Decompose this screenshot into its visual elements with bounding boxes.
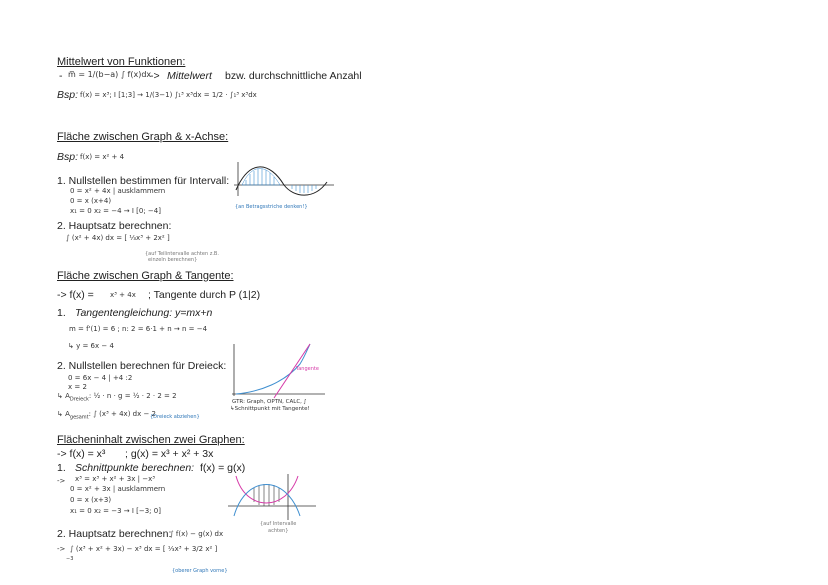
math-line: 0 = x (x+3) bbox=[70, 496, 112, 504]
math-line: x₁ = 0 x₂ = −3 → I [−3; 0] bbox=[70, 507, 161, 515]
step-1-heading: Tangentengleichung: y=mx+n bbox=[75, 307, 213, 319]
area-label: ↳ A bbox=[57, 392, 70, 400]
graph-area-x-axis bbox=[232, 160, 337, 198]
section-title-zwei-graphen: Flächeninhalt zwischen zwei Graphen: bbox=[57, 434, 245, 446]
math-line: m = f'(1) = 6 ; n: 2 = 6·1 + n → n = −4 bbox=[69, 325, 208, 333]
area-label: ↳ A bbox=[57, 410, 70, 418]
functions-line: ; g(x) = x³ + x² + 3x bbox=[125, 448, 214, 460]
section-title-mittelwert: Mittelwert von Funktionen: bbox=[57, 56, 186, 68]
section-title-flaeche-x-achse: Fläche zwischen Graph & x-Achse: bbox=[57, 131, 229, 143]
step-1-number: 1. bbox=[57, 462, 66, 474]
mean-formula: m̅ = 1/(b−a) ∫ f(x)dx bbox=[68, 70, 152, 79]
math-line: 0 = x (x+4) bbox=[70, 197, 112, 205]
function-line-end: ; Tangente durch P (1|2) bbox=[148, 289, 261, 301]
area-subscript: Dreieck bbox=[69, 396, 89, 403]
bullet: - bbox=[59, 70, 63, 82]
graph-note: {auf Intervalle bbox=[260, 521, 297, 527]
step-1-equation: f(x) = g(x) bbox=[200, 462, 246, 474]
triangle-note: {Dreieck abziehen} bbox=[150, 414, 200, 420]
mittelwert-term: Mittelwert bbox=[167, 70, 212, 82]
area-total bbox=[57, 410, 156, 421]
function-line-math: x³ + 4x bbox=[110, 291, 136, 299]
tangent-label: Tangente bbox=[296, 366, 319, 372]
note-line: {auf Teilintervalle achten z.B. bbox=[145, 251, 219, 257]
math-line: 0 = x² + 3x | ausklammern bbox=[70, 485, 166, 493]
step-1-heading: Schnittpunkte berechnen: bbox=[75, 462, 195, 474]
step-1-heading: 1. Nullstellen bestimmen für Intervall: bbox=[57, 175, 230, 187]
step-1-number: 1. bbox=[57, 307, 66, 319]
note-line: einzeln berechnen} bbox=[148, 257, 198, 263]
math-line: ∫ (x³ + x² + 3x) − x³ dx = [ ⅓x³ + 3/2 x² ] bbox=[70, 545, 218, 553]
gtr-note: GTR: Graph, OPTN, CALC, ∫ bbox=[232, 399, 307, 405]
definition-text: bzw. durchschnittliche Anzahl bbox=[225, 70, 362, 82]
arrow: -> bbox=[57, 477, 66, 485]
function-line-start: -> f(x) = bbox=[57, 289, 94, 301]
step-2-heading: 2. Hauptsatz berechnen: bbox=[57, 220, 172, 232]
functions-line: -> f(x) = x³ bbox=[57, 448, 106, 460]
gtr-note: ↳Schnittpunkt mit Tangente! bbox=[230, 406, 310, 412]
graph-note: achten} bbox=[268, 528, 289, 534]
math-line: x³ = x³ + x² + 3x | −x³ bbox=[75, 475, 156, 483]
area-calc: : ∫ (x³ + 4x) dx − 2 bbox=[88, 410, 156, 418]
example-function: f(x) = x² + 4 bbox=[80, 153, 125, 161]
math-line: x₁ = 0 x₂ = −4 → I [0; −4] bbox=[70, 207, 161, 215]
graph-g bbox=[234, 485, 300, 517]
graph-note: {an Betragsstriche denken!} bbox=[235, 204, 308, 210]
area-subscript: gesamt bbox=[69, 414, 89, 421]
graph-two-functions bbox=[226, 472, 318, 520]
step-2-heading: 2. Hauptsatz berechnen: bbox=[57, 528, 172, 540]
bsp-label: Bsp: bbox=[57, 151, 79, 163]
math-line: 0 = x² + 4x | ausklammern bbox=[70, 187, 166, 195]
bottom-note: {oberer Graph vorne} bbox=[172, 568, 228, 574]
step-2-math: ∫ f(x) − g(x) dx bbox=[170, 530, 224, 538]
arrow-text: -> bbox=[150, 70, 160, 82]
area-triangle bbox=[57, 392, 177, 403]
area-calc: : ½ · n · g = ½ · 2 · 2 = 2 bbox=[88, 392, 177, 400]
math-line: 0 = 6x − 4 | +4 :2 bbox=[68, 374, 133, 382]
math-line: x = 2 bbox=[68, 383, 87, 391]
integral-limit: −3 bbox=[66, 556, 74, 562]
section-title-flaeche-tangente: Fläche zwischen Graph & Tangente: bbox=[57, 270, 234, 282]
math-line: ∫ (x² + 4x) dx = [ ⅓x³ + 2x² ] bbox=[66, 234, 170, 242]
arrow: -> bbox=[57, 545, 66, 553]
bsp-label: Bsp: bbox=[57, 89, 79, 101]
example-math: f(x) = x³; I [1;3] → 1/(3−1) ∫₁³ x³dx = 1/2 · ∫₁³ x³dx bbox=[80, 91, 257, 99]
function-curve bbox=[236, 167, 327, 195]
step-2-heading: 2. Nullstellen berechnen für Dreieck: bbox=[57, 360, 227, 372]
graph-f bbox=[236, 476, 298, 503]
math-line: ↳ y = 6x − 4 bbox=[68, 342, 114, 350]
